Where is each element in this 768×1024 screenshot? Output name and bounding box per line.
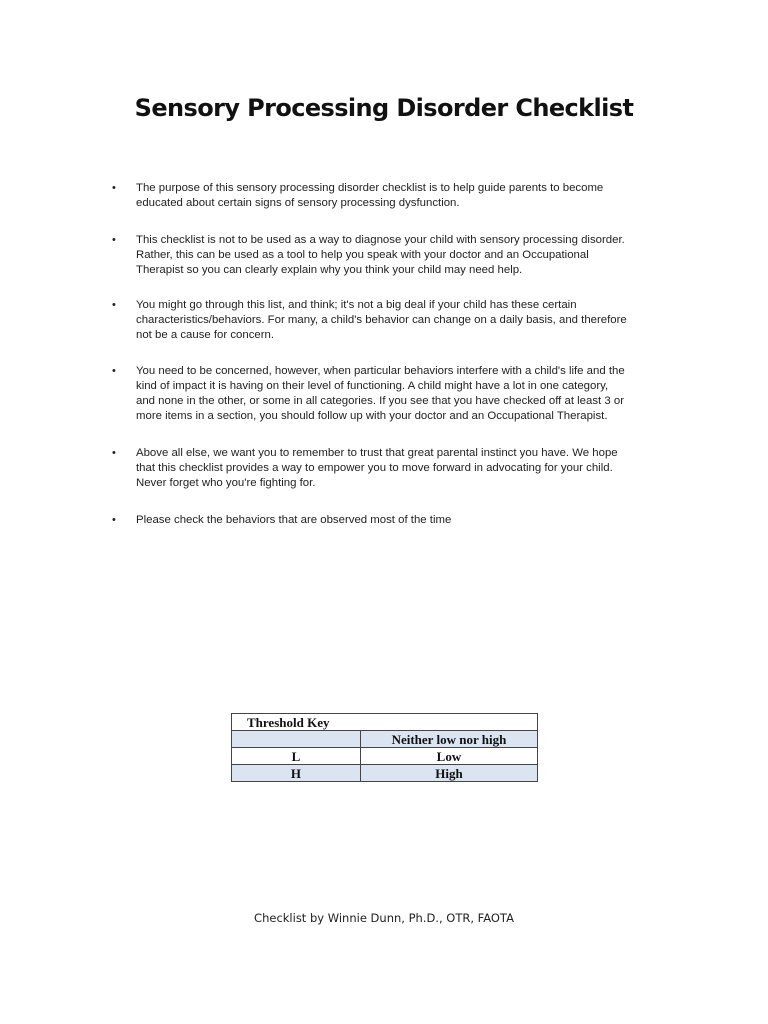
bullet-icon: • bbox=[112, 234, 116, 246]
bullet-text: You might go through this list, and think; it's not a big deal if your child has these certain characteristics/behaviors. For many, a child's behavior can change on a daily basis, and therefore not be a cause for concern. bbox=[136, 299, 627, 341]
threshold-label: Neither low nor high bbox=[360, 731, 537, 748]
page-title: Sensory Processing Disorder Checklist bbox=[134, 94, 634, 122]
threshold-key-header: Threshold Key bbox=[232, 714, 361, 731]
table-row bbox=[232, 731, 538, 748]
bullet-text: This checklist is not to be used as a way to diagnose your child with sensory processing disorder. Rather, this can be used as a tool to help you speak with your doctor and an Occupational Therapist so you can clearly explain why you think your child may need help. bbox=[136, 234, 625, 276]
table-cell bbox=[360, 714, 537, 731]
bullet-text: The purpose of this sensory processing disorder checklist is to help guide parents to become educated about certain signs of sensory processing dysfunction. bbox=[136, 182, 604, 209]
table-row bbox=[232, 765, 538, 782]
threshold-code bbox=[232, 731, 361, 748]
footer-credit: Checklist by Winnie Dunn, Ph.D., OTR, FAOTA bbox=[254, 911, 514, 925]
threshold-code: H bbox=[232, 765, 361, 782]
table-header-row bbox=[232, 714, 538, 731]
table-row bbox=[232, 748, 538, 765]
bullet-icon: • bbox=[112, 447, 116, 459]
bullet-icon: • bbox=[112, 514, 116, 526]
bullet-icon: • bbox=[112, 299, 116, 311]
threshold-label: High bbox=[360, 765, 537, 782]
bullet-icon: • bbox=[112, 182, 116, 194]
threshold-code: L bbox=[232, 748, 361, 765]
threshold-key-table bbox=[231, 713, 538, 782]
bullet-text: You need to be concerned, however, when particular behaviors interfere with a child's life and the kind of impact it is having on their level of functioning. A child might have a lot in one category, and none in the other, or some in all categories. If you see that you have checked off at least 3 or more items in a section, you should follow up with your doctor and an Occupational Therapist. bbox=[136, 365, 625, 422]
bullet-text: Above all else, we want you to remember to trust that great parental instinct you have. We hope that this checklist provides a way to empower you to move forward in advocating for your child. Never forget who you're fighting for. bbox=[136, 447, 618, 489]
bullet-icon: • bbox=[112, 365, 116, 377]
threshold-label: Low bbox=[360, 748, 537, 765]
bullet-text: Please check the behaviors that are observed most of the time bbox=[136, 514, 452, 526]
